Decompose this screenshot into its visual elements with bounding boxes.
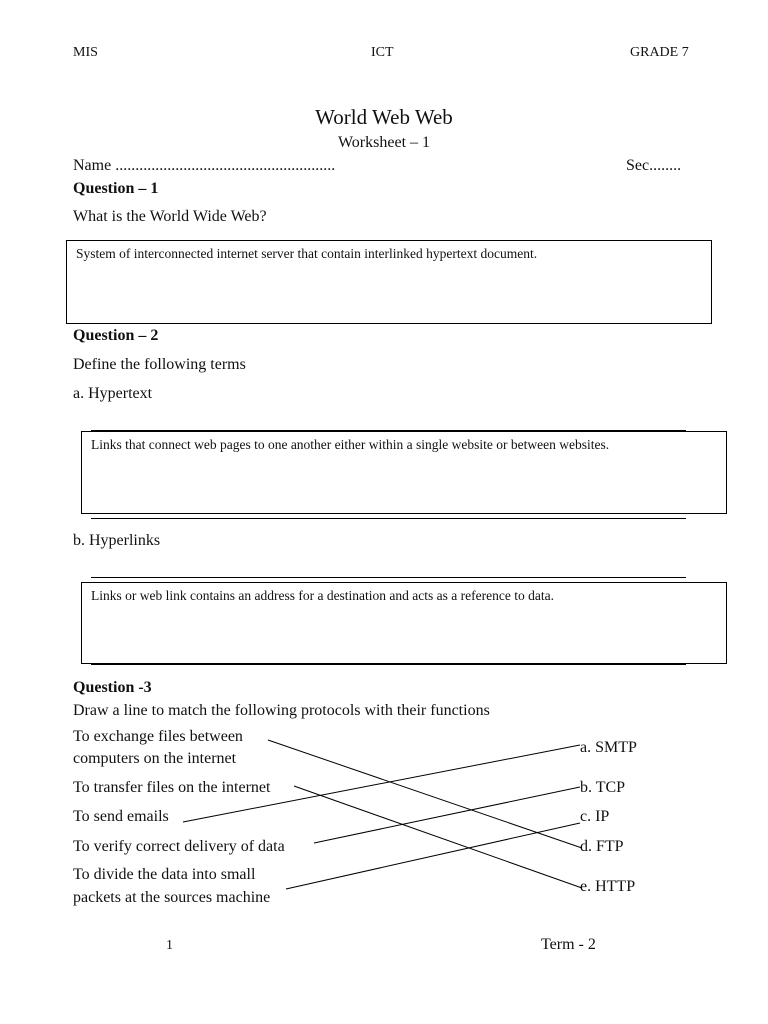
- function-transfer-files: To transfer files on the internet: [73, 779, 271, 796]
- protocol-tcp: b. TCP: [580, 779, 626, 796]
- question-3-prompt: Draw a line to match the following protocols with their functions: [73, 702, 490, 719]
- function-divide-data-cont: packets at the sources machine: [73, 889, 271, 906]
- function-divide-data: To divide the data into small: [73, 866, 256, 883]
- question-1-answer: System of interconnected internet server that contain interlinked hypertext document.: [76, 246, 538, 261]
- hypertext-answer: Links that connect web pages to one another either within a single website or between websites.: [91, 437, 610, 452]
- protocol-http: e. HTTP: [580, 878, 636, 895]
- match-line-emails-smtp: [183, 745, 580, 822]
- question-2-label: Question – 2: [73, 327, 159, 344]
- protocol-ip: c. IP: [580, 808, 610, 825]
- question-1-prompt: What is the World Wide Web?: [73, 208, 267, 225]
- question-3-label: Question -3: [73, 679, 152, 696]
- function-exchange-files: To exchange files between: [73, 728, 243, 745]
- name-field-line: Name .......................................................: [73, 157, 336, 174]
- page-subtitle: Worksheet – 1: [337, 134, 431, 151]
- match-line-divide-ip: [286, 823, 580, 889]
- hypertext-label: a. Hypertext: [73, 385, 153, 402]
- header-school: MIS: [73, 45, 98, 60]
- protocol-smtp: a. SMTP: [580, 739, 637, 756]
- function-send-emails: To send emails: [73, 808, 169, 825]
- footer-term: Term - 2: [541, 936, 596, 953]
- hyperlinks-label: b. Hyperlinks: [73, 532, 161, 549]
- match-line-transfer-http: [294, 786, 582, 888]
- question-2-prompt: Define the following terms: [73, 356, 246, 373]
- function-exchange-files-cont: computers on the internet: [73, 750, 237, 767]
- hyperlinks-answer: Links or web link contains an address for a destination and acts as a reference to data.: [91, 588, 554, 603]
- section-field-line: Sec........: [626, 157, 682, 174]
- page-number: 1: [166, 938, 173, 953]
- protocol-ftp: d. FTP: [580, 838, 624, 855]
- header-grade: GRADE 7: [630, 45, 689, 60]
- question-1-label: Question – 1: [73, 180, 159, 197]
- page-title: World Web Web: [315, 105, 453, 129]
- header-subject: ICT: [371, 45, 394, 60]
- function-verify-delivery: To verify correct delivery of data: [73, 838, 285, 855]
- match-line-verify-tcp: [314, 787, 580, 843]
